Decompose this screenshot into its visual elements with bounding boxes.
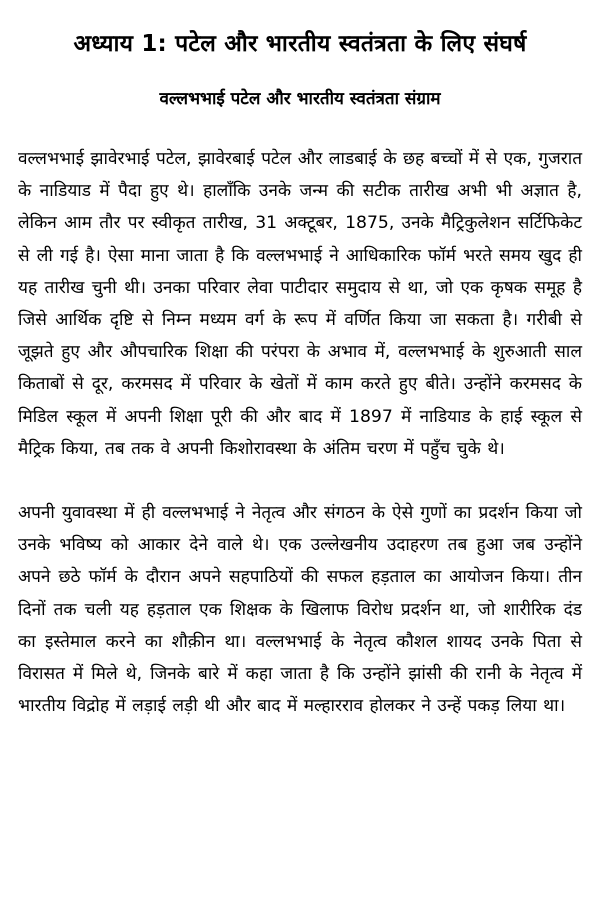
body-paragraph-2: अपनी युवावस्था में ही वल्लभभाई ने नेतृत्व और संगठन के ऐसे गुणों का प्रदर्शन किया जो उनके भविष्य को आकार देने वाले थे। एक उल्लेखनीय उदाहरण तब हुआ जब उन्होंने अपने छठे फॉर्म के दौरान अपने सहपाठियों की सफल हड़ताल का आयोजन किया। तीन दिनों तक चली यह हड़ताल एक शिक्षक के खिलाफ विरोध प्रदर्शन था, जो शारीरिक दंड का इस्तेमाल करने का शौक़ीन था। वल्लभभाई के नेतृत्व कौशल शायद उनके पिता से विरासत में मिले थे, जिनके बारे में कहा जाता है कि उन्होंने झांसी की रानी के नेतृत्व में भारतीय विद्रोह में लड़ाई लड़ी थी और बाद में मल्हारराव होलकर ने उन्हें पकड़ लिया था। <box>18 503 582 717</box>
chapter-title: अध्याय 1: पटेल और भारतीय स्वतंत्रता के लिए संघर्ष <box>73 31 527 57</box>
section-subtitle: वल्लभभाई पटेल और भारतीय स्वतंत्रता संग्राम <box>159 89 441 109</box>
body-paragraph-1: वल्लभभाई झावेरभाई पटेल, झावेरबाई पटेल और लाडबाई के छह बच्चों में से एक, गुजरात के नाडियाड में पैदा हुए थे। हालाँकि उनके जन्म की सटीक तारीख अभी भी अज्ञात है, लेकिन आम तौर पर स्वीकृत तारीख, 31 अक्टूबर, 1875, उनके मैट्रिकुलेशन सर्टिफिकेट से ली गई है। ऐसा माना जाता है कि वल्लभभाई ने आधिकारिक फॉर्म भरते समय खुद ही यह तारीख चुनी थी। उनका परिवार लेवा पाटीदार समुदाय से था, जो एक कृषक समूह है जिसे आर्थिक दृष्टि से निम्न मध्यम वर्ग के रूप में वर्णित किया जा सकता है। गरीबी से जूझते हुए और औपचारिक शिक्षा की परंपरा के अभाव में, वल्लभभाई के शुरुआती साल किताबों से दूर, करमसद में परिवार के खेतों में काम करते हुए बीते। उन्होंने करमसद के मिडिल स्कूल में अपनी शिक्षा पूरी की और बाद में 1897 में नाडियाड के हाई स्कूल से मैट्रिक किया, तब तक वे अपनी किशोरावस्था के अंतिम चरण में पहुँच चुके थे। <box>18 149 582 459</box>
